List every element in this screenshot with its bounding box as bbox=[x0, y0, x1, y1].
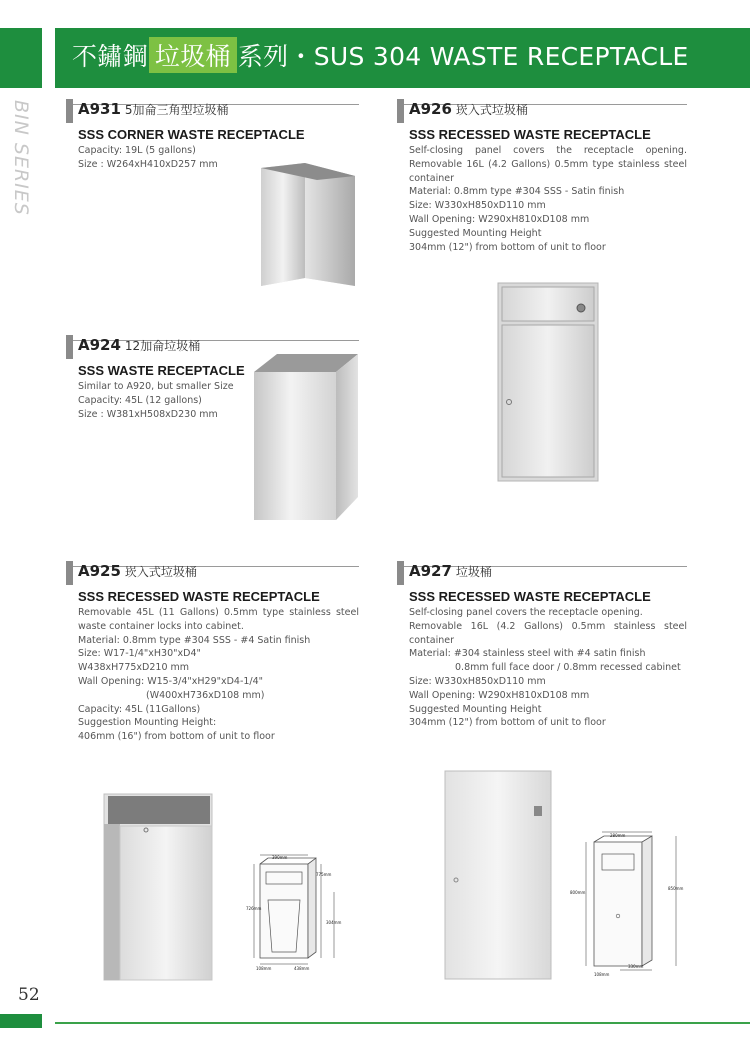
code-text: A931 bbox=[78, 100, 121, 118]
detail-line: Material: 0.8mm type #304 SSS - Satin finish bbox=[409, 186, 625, 198]
detail-line: Suggested Mounting Height bbox=[409, 227, 542, 239]
product-a927 bbox=[397, 562, 687, 730]
title-part1: 不鏽鋼 bbox=[72, 42, 148, 71]
detail-line: Size : W264xH410xD257 mm bbox=[78, 158, 218, 170]
product-details bbox=[78, 606, 359, 744]
product-subtitle: SSS RECESSED WASTE RECEPTACLE bbox=[409, 589, 651, 604]
detail-line: Capacity: 19L (5 gallons) bbox=[78, 145, 196, 156]
dim-label: 438mm bbox=[294, 966, 310, 971]
product-code bbox=[409, 562, 492, 580]
code-text: A927 bbox=[409, 562, 452, 580]
product-details bbox=[409, 144, 687, 254]
product-a926 bbox=[397, 100, 687, 254]
section-marker bbox=[397, 99, 404, 123]
detail-line: 406mm (16") from bottom of unit to floor bbox=[78, 731, 275, 743]
dim-label: 304mm bbox=[326, 920, 342, 925]
title-part2: 垃圾桶 bbox=[149, 37, 237, 73]
product-name-zh: 5加侖三角型垃圾桶 bbox=[124, 103, 229, 117]
detail-line: Removable 16L (4.2 Gallons) 0.5mm type stainless steel bbox=[409, 158, 687, 170]
product-code bbox=[409, 100, 528, 118]
detail-line: Capacity: 45L (11Gallons) bbox=[78, 703, 201, 715]
dim-label: 108mm bbox=[256, 966, 272, 971]
detail-line: Capacity: 45L (12 gallons) bbox=[78, 394, 202, 406]
a925-dimension-drawing bbox=[246, 852, 344, 972]
section-marker bbox=[66, 99, 73, 123]
detail-line: W438xH775xD210 mm bbox=[78, 662, 190, 674]
recessed-bin-image bbox=[100, 792, 215, 984]
detail-line: Suggested Mounting Height bbox=[409, 703, 542, 715]
product-header bbox=[397, 562, 687, 587]
detail-line: 0.8mm full face door / 0.8mm recessed cabinet bbox=[455, 662, 681, 674]
detail-line: (W400xH736xD108 mm) bbox=[146, 689, 265, 701]
dim-label: 726mm bbox=[246, 906, 262, 911]
dim-label: 330mm bbox=[628, 964, 644, 969]
detail-line: container bbox=[409, 172, 455, 184]
detail-line: Material: #304 stainless steel with #4 satin finish bbox=[409, 648, 646, 660]
detail-line: 304mm (12") from bottom of unit to floor bbox=[409, 717, 606, 729]
header-left-bar bbox=[0, 28, 42, 88]
code-text: A925 bbox=[78, 562, 121, 580]
section-marker bbox=[397, 561, 404, 585]
footer-green-block bbox=[0, 1014, 42, 1028]
product-details bbox=[409, 606, 687, 730]
product-subtitle: SSS RECESSED WASTE RECEPTACLE bbox=[409, 127, 651, 142]
section-marker bbox=[66, 561, 73, 585]
detail-line: Similar to A920, but smaller Size bbox=[78, 381, 234, 392]
side-label bbox=[10, 100, 38, 230]
page-title bbox=[72, 37, 689, 73]
product-name-zh: 崁入式垃圾桶 bbox=[124, 565, 197, 579]
recessed-door-image bbox=[444, 770, 552, 980]
a927-dimension-drawing bbox=[572, 828, 688, 980]
detail-line: Removable 45L (11 Gallons) 0.5mm type stainless steel bbox=[78, 607, 359, 618]
corner-bin-image bbox=[255, 158, 360, 293]
code-text: A924 bbox=[78, 336, 121, 354]
detail-line: 304mm (12") from bottom of unit to floor bbox=[409, 241, 606, 253]
dim-label: 775mm bbox=[316, 872, 332, 877]
detail-line: Size: W17-1/4"xH30"xD4" bbox=[78, 648, 201, 660]
dim-label: 280mm bbox=[610, 833, 626, 838]
detail-line: Wall Opening: W290xH810xD108 mm bbox=[409, 213, 590, 225]
detail-line: container bbox=[409, 634, 455, 646]
product-header bbox=[66, 100, 359, 125]
product-a925 bbox=[66, 562, 359, 744]
detail-line: Wall Opening: W290xH810xD108 mm bbox=[409, 689, 590, 701]
product-code bbox=[78, 100, 229, 118]
dim-label: 800mm bbox=[570, 890, 586, 895]
dim-label: 850mm bbox=[668, 886, 684, 891]
detail-line: waste container locks into cabinet. bbox=[78, 620, 244, 632]
product-name-zh: 垃圾桶 bbox=[455, 565, 492, 579]
product-code bbox=[78, 336, 200, 354]
dim-label: 390mm bbox=[272, 855, 288, 860]
dim-label: 108mm bbox=[594, 972, 610, 977]
code-text: A926 bbox=[409, 100, 452, 118]
page-number: 52 bbox=[18, 985, 40, 1005]
detail-line: Size: W330xH850xD110 mm bbox=[409, 675, 546, 687]
product-header bbox=[397, 100, 687, 125]
product-code bbox=[78, 562, 197, 580]
detail-line: Material: 0.8mm type #304 SSS - #4 Satin finish bbox=[78, 634, 311, 646]
footer-line bbox=[55, 1022, 750, 1024]
product-subtitle: SSS RECESSED WASTE RECEPTACLE bbox=[78, 589, 320, 604]
product-name-zh: 12加侖垃圾桶 bbox=[124, 339, 201, 353]
product-name-zh: 崁入式垃圾桶 bbox=[455, 103, 528, 117]
detail-line: Size: W330xH850xD110 mm bbox=[409, 200, 546, 212]
product-subtitle: SSS CORNER WASTE RECEPTACLE bbox=[78, 127, 305, 142]
section-marker bbox=[66, 335, 73, 359]
detail-line: Suggestion Mounting Height: bbox=[78, 717, 217, 729]
detail-line: Size : W381xH508xD230 mm bbox=[78, 408, 218, 420]
title-part3: 系列・SUS 304 WASTE RECEPTACLE bbox=[237, 42, 689, 71]
waste-bin-image bbox=[252, 352, 360, 522]
detail-line: Self-closing panel covers the receptacle opening. bbox=[409, 145, 687, 156]
recessed-receptacle-image bbox=[497, 282, 599, 482]
product-subtitle: SSS WASTE RECEPTACLE bbox=[78, 363, 245, 378]
detail-line: Self-closing panel covers the receptacle opening. bbox=[409, 607, 643, 618]
detail-line: Wall Opening: W15-3/4"xH29"xD4-1/4" bbox=[78, 675, 264, 687]
side-label-text: BIN SERIES bbox=[10, 100, 32, 216]
detail-line: Removable 16L (4.2 Gallons) 0.5mm stainless steel bbox=[409, 620, 687, 632]
product-header bbox=[66, 562, 359, 587]
